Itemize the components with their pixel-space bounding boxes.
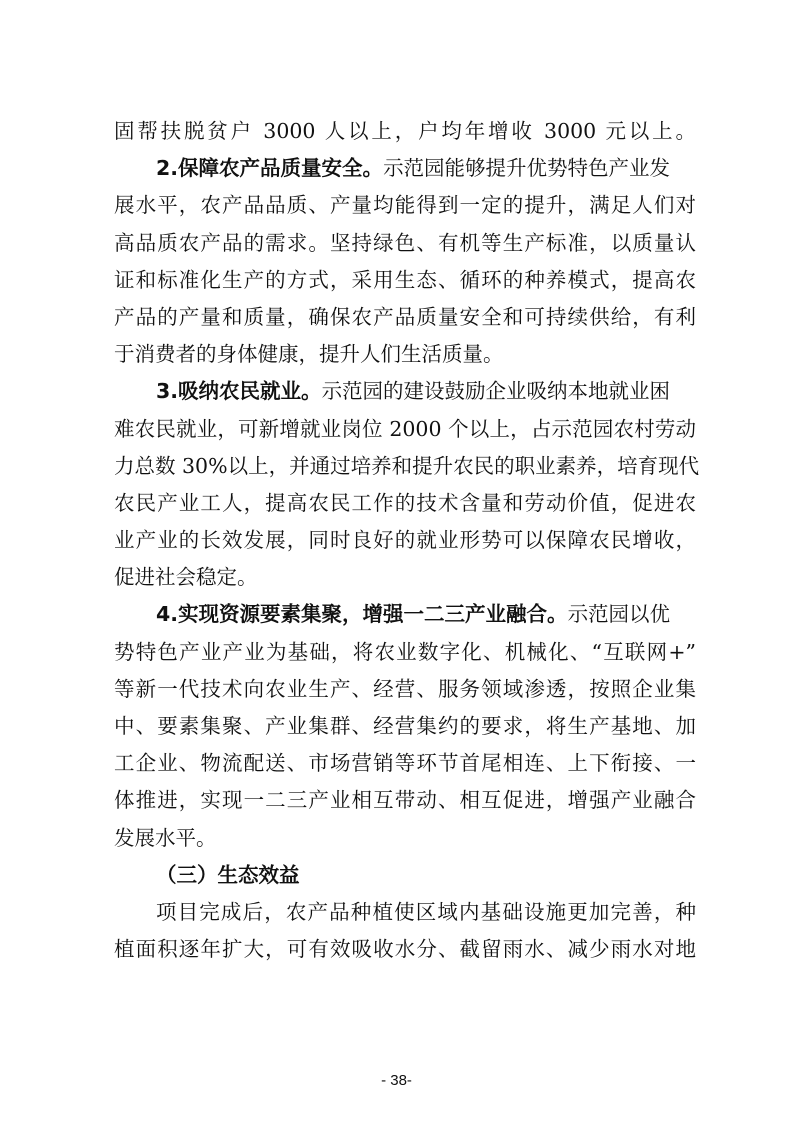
list-item-2-heading-line	[114, 150, 696, 187]
text-line-6: 产品的产量和质量，确保农产品质量安全和可持续供给，有利	[114, 304, 696, 329]
list-item-3-text: 示范园的建设鼓励企业吸纳本地就业困	[321, 379, 671, 404]
text-line-12: 业产业的长效发展，同时良好的就业形势可以保障农民增收，	[114, 528, 696, 553]
document-body	[114, 113, 700, 968]
list-item-4-text: 示范园以优	[567, 602, 671, 627]
text-line-9: 难农民就业，可新增就业岗位 2000 个以上，占示范园农村劳动	[114, 416, 696, 441]
text-line-11: 农民产业工人，提高农民工作的技术含量和劳动价值，促进农	[114, 490, 696, 515]
text-line-15: 势特色产业产业为基础，将农业数字化、机械化、“互联网+”	[114, 639, 696, 664]
text-line-5: 证和标准化生产的方式，采用生态、循环的种养模式，提高农	[114, 267, 696, 292]
text-line-18: 工企业、物流配送、市场营销等环节首尾相连、上下衔接、一	[114, 751, 696, 776]
list-item-3-title: 3.吸纳农民就业。	[156, 379, 322, 404]
list-item-4-title: 4.实现资源要素集聚，增强一二三产业融合。	[156, 602, 568, 627]
list-item-2-title: 2.保障农产品质量安全。	[156, 156, 384, 181]
text-line-1: 固帮扶脱贫户 3000 人以上，户均年增收 3000 元以上。	[114, 119, 696, 143]
text-line-10: 力总数 30%以上，并通过培养和提升农民的职业素养，培育现代	[114, 453, 700, 478]
text-line-13: 促进社会稳定。	[114, 565, 258, 590]
list-item-3-heading-line	[114, 373, 696, 410]
list-item-4-heading-line	[114, 596, 696, 633]
text-line-20: 发展水平。	[114, 825, 217, 850]
page-number: - 38-	[381, 1072, 412, 1089]
text-line-3: 展水平，农产品品质、产量均能得到一定的提升，满足人们对	[114, 193, 696, 218]
text-line-4: 高品质农产品的需求。坚持绿色、有机等生产标准，以质量认	[114, 230, 696, 255]
text-line-7: 于消费者的身体健康，提升人们生活质量。	[114, 342, 504, 367]
text-line-22: 项目完成后，农产品种植使区域内基础设施更加完善，种	[156, 899, 696, 924]
list-item-2-text: 示范园能够提升优势特色产业发	[383, 156, 671, 181]
text-line-16: 等新一代技术向农业生产、经营、服务领域渗透，按照企业集	[114, 676, 696, 701]
text-line-17: 中、要素集聚、产业集群、经营集约的要求，将生产基地、加	[114, 714, 696, 738]
text-line-19: 体推进，实现一二三产业相互带动、相互促进，增强产业融合	[114, 788, 696, 813]
text-line-23: 植面积逐年扩大，可有效吸收水分、截留雨水、减少雨水对地	[114, 937, 696, 962]
section-heading-ecological-benefits: （三）生态效益	[156, 862, 300, 887]
